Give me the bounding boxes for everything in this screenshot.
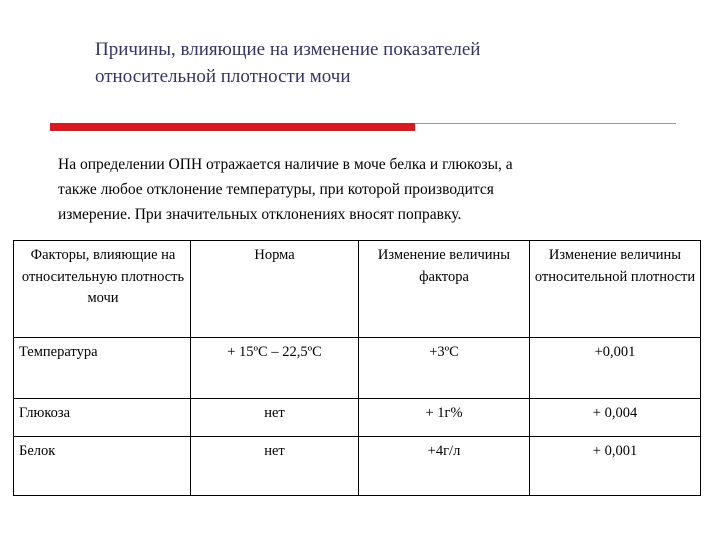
cell-factor: Температура (14, 338, 191, 399)
header-factors: Факторы, влияющие на относительную плотность мочи (14, 241, 191, 338)
slide-title (95, 36, 695, 90)
title-accent-bar (50, 123, 415, 131)
table-row (14, 338, 701, 399)
table-row (14, 437, 701, 496)
header-density-change: Изменение величины относительной плотности (530, 241, 701, 338)
cell-density-change: + 0,001 (530, 437, 701, 496)
intro-paragraph: На определении ОПН отражается наличие в моче белка и глюкозы, а также любое отклонение температуры, при которой производится измерение. При значительных отклонениях вносят поправку. (58, 156, 513, 223)
cell-norm: нет (191, 437, 359, 496)
cell-density-change: +0,001 (530, 338, 701, 399)
table-header-row (14, 241, 701, 338)
table-row (14, 399, 701, 437)
slide-title-line-1: Причины, влияющие на изменение показателей (95, 39, 481, 60)
slide-title-line-2: относительной плотности мочи (95, 66, 351, 87)
cell-factor-change: + 1г% (359, 399, 530, 437)
cell-factor: Белок (14, 437, 191, 496)
density-factors-table (13, 240, 701, 496)
header-norm: Норма (191, 241, 359, 338)
header-factor-change: Изменение величины фактора (359, 241, 530, 338)
cell-factor-change: +3ºС (359, 338, 530, 399)
cell-factor: Глюкоза (14, 399, 191, 437)
cell-factor-change: +4г/л (359, 437, 530, 496)
cell-norm: + 15ºС – 22,5ºС (191, 338, 359, 399)
cell-norm: нет (191, 399, 359, 437)
cell-density-change: + 0,004 (530, 399, 701, 437)
